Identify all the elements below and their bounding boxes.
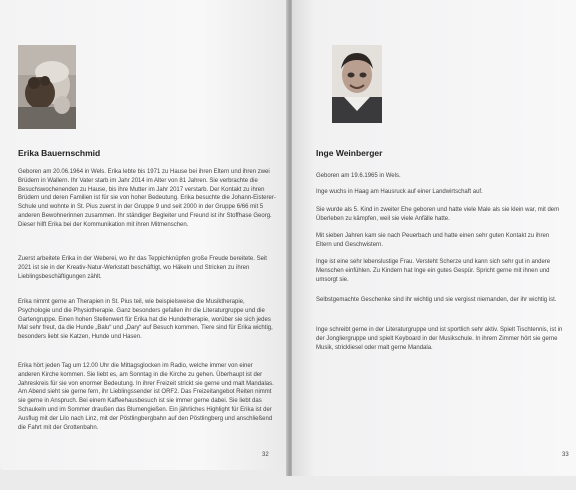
page-number-left: 32 [262, 452, 269, 458]
page-number-right: 33 [562, 452, 569, 458]
right-page [292, 0, 576, 476]
paragraph-inge-6: Selbstgemachte Geschenke sind ihr wichtig und sie vergisst niemanden, der ihr wichtig ist. [316, 297, 557, 303]
portrait-photo-erika [18, 45, 76, 129]
portrait-inge-image [332, 45, 382, 123]
person-name-erika: Erika Bauernschmid [18, 148, 101, 158]
portrait-erika-image [18, 45, 76, 129]
paragraph-inge-2: Inge wuchs in Haag am Hausruck auf einer Landwirtschaft auf. [316, 189, 483, 195]
portrait-photo-inge [332, 45, 382, 123]
paragraph-inge-5: Inge ist eine sehr lebenslustige Frau. Versteht Scherze und kann sich sehr gut in andere Menschen einfühlen. Zu Kindern hat Inge ein gutes Gespür. Spricht gerne mit ihnen und umsorgt sie. [316, 259, 551, 283]
paragraph-inge-7: Inge schreibt gerne in der Literaturgruppe und ist sportlich sehr aktiv. Spielt Tischtennis, ist in der Jongliergruppe und spielt Keyboard in der Musikschule. In ihrem Zimmer hört sie gerne Musik, strickliesel oder malt gerne Mandala. [316, 327, 563, 351]
paragraph-inge-3: Sie wurde als 5. Kind in zweiter Ehe geboren und hatte viele Male als sie klein war, mit dem Überleben zu kämpfen, weil sie viele Anfälle hatte. [316, 207, 560, 222]
paragraph-erika-1: Geboren am 20.06.1964 in Wels. Erika lebte bis 1971 zu Hause bei ihren Eltern und ihren zwei Brüdern in Wallern. Ihr Vater starb im Jahr 2014 im Alter von 81 Jahren. Sie verbrachte die Besuchswochenenden zu Hause, bis ihre Mutter im Jahr 2017 verstarb. Der Kontakt zu ihren Brüdern und deren Familien ist für sie von hoher Bedeutung. Erika besuchte die Johann-Eisterer-Schule und wohnte in St. Pius zuerst in der Gruppe 9 und seit 2000 in der Gruppe 6/66 mit 5 anderen Bewohnerinnen zusammen. Ihr ständiger Begleiter und Freund ist ihr Stoffhase Georg. Dieser hilft Erika bei der Kommunikation mit ihren Mitmenschen. [18, 169, 276, 228]
paragraph-erika-4: Erika hört jeden Tag um 12.00 Uhr die Mittagsglocken im Radio, welche immer von einer anderen Kirche kommen. Sie liebt es, am Sonntag in die Kirche zu gehen. Überhaupt ist der Jahreskreis für sie von enormer Bedeutung. In ihrer Freizeit strickt sie gerne und malt Mandalas. Am Abend sieht sie gerne fern, ihr Lieblingssender ist ORF2. Das Freizeitangebot Reiten nimmt sie gerne in Anspruch. Bei einem Kaffeehausbesuch ist sie immer gerne dabei. Sie liebt das Schaukeln und im Sommer draußen das Blumengießen. Ein jährliches Highlight für Erika ist der Ausflug mit der Lilo nach Linz, mit der Pöstlingbergbahn auf den Pöstlingberg und anschließend die Fahrt mit der Grottenbahn. [18, 363, 274, 431]
left-page [0, 0, 288, 470]
paragraph-inge-4: Mit sieben Jahren kam sie nach Peuerbach und hatte einen sehr guten Kontakt zu ihren Eltern und Geschwistern. [316, 233, 550, 248]
paragraph-inge-1: Geboren am 19.6.1965 in Wels. [316, 173, 401, 179]
person-name-inge: Inge Weinberger [316, 148, 383, 158]
paragraph-erika-3: Erika nimmt gerne an Therapien in St. Pius teil, wie beispielsweise die Musiktherapie, Psychologie und die Physiotherapie. Ganz besonders gefallen ihr die Literaturgruppe und die Gartengruppe. Einen hohen Stellenwert für Erika hat die Hundetherapie, worüber sie sich jedes Mal sehr freut, da die Hunde „Balu“ und „Dary“ auf Besuch kommen. Tiere sind für Erika wichtig, besonders liebt sie Katzen, Hunde und Hasen. [18, 299, 273, 341]
paragraph-erika-2: Zuerst arbeitete Erika in der Weberei, wo ihr das Teppichknüpfen große Freude bereitete. Seit 2021 ist sie in der Kreativ-Natur-Werkstatt beschäftigt, wo Häkeln und Stricken zu ihren Lieblingsbeschäftigungen zählt. [18, 256, 267, 280]
